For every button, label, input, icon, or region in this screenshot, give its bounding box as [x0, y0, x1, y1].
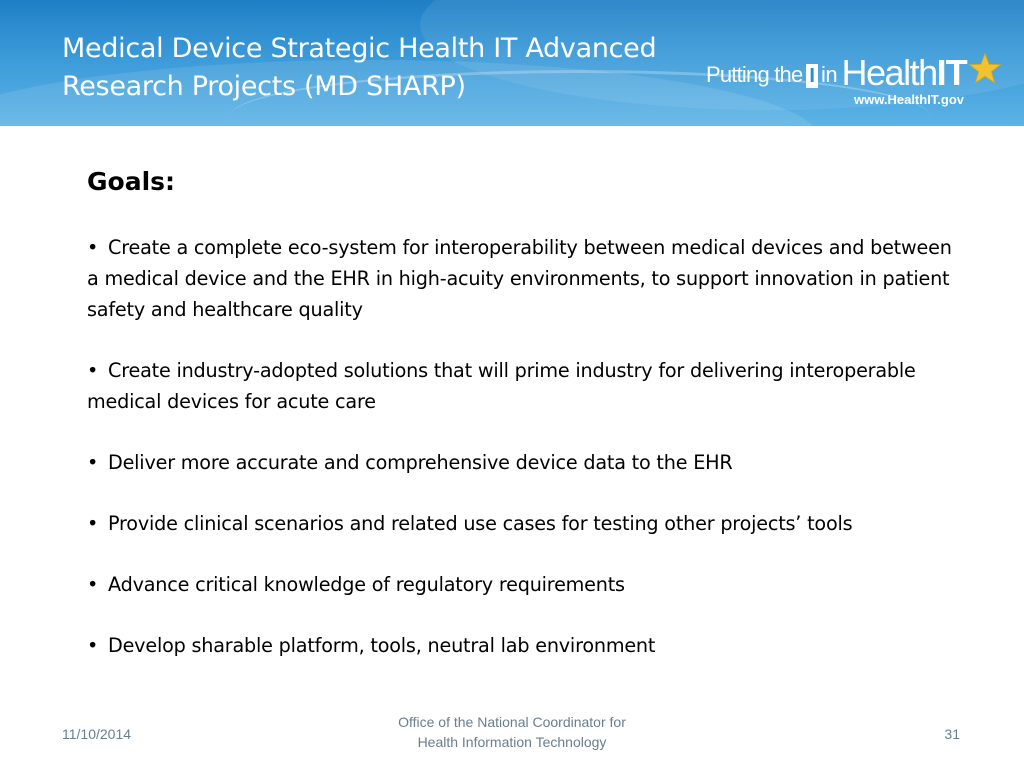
- goal-item: [87, 630, 967, 661]
- star-icon: [968, 52, 1002, 86]
- goal-item: [87, 508, 967, 539]
- footer-page-number: 31: [944, 726, 960, 742]
- bullet-icon: •: [87, 634, 99, 657]
- goal-text: Create a complete eco-system for interoperability between medical devices and between a medical device and the EHR in high-acuity environments, to support innovation in patient safety and healthcare quality: [87, 236, 952, 321]
- goal-text: Provide clinical scenarios and related use cases for testing other projects’ tools: [108, 512, 853, 535]
- goal-item: [87, 232, 967, 325]
- goal-text: Deliver more accurate and comprehensive device data to the EHR: [108, 451, 733, 474]
- goals-heading: Goals:: [87, 167, 176, 196]
- goal-text: Advance critical knowledge of regulatory requirements: [108, 573, 625, 596]
- bullet-icon: •: [87, 512, 99, 535]
- goal-item: [87, 569, 967, 600]
- logo-health-text: Health: [841, 52, 937, 93]
- bullet-icon: •: [87, 573, 99, 596]
- goals-list: [87, 232, 967, 661]
- goal-item: [87, 355, 967, 417]
- logo-putting-text: Putting the: [706, 62, 803, 87]
- goal-text: Create industry-adopted solutions that will prime industry for delivering interoperable medical devices for acute care: [87, 359, 916, 413]
- healthit-logo: [706, 52, 1006, 112]
- bullet-icon: •: [87, 236, 99, 259]
- footer-office-line2: Health Information Technology: [417, 734, 607, 750]
- footer-date: 11/10/2014: [62, 726, 132, 742]
- slide-body: [87, 160, 967, 691]
- logo-wordmark: [706, 52, 967, 94]
- footer-office: [300, 712, 724, 752]
- bullet-icon: •: [87, 359, 99, 382]
- header-banner: [0, 0, 1024, 126]
- slide-title: Medical Device Strategic Health IT Advanced Research Projects (MD SHARP): [62, 33, 657, 102]
- logo-i-box: I: [806, 64, 818, 88]
- bullet-icon: •: [87, 451, 99, 474]
- footer-office-line1: Office of the National Coordinator for: [398, 714, 626, 730]
- logo-in-text: in: [820, 62, 838, 87]
- goal-item: [87, 447, 967, 478]
- goal-text: Develop sharable platform, tools, neutral lab environment: [108, 634, 656, 657]
- logo-url: www.HealthIT.gov: [854, 92, 965, 107]
- logo-it-text: IT: [936, 52, 967, 93]
